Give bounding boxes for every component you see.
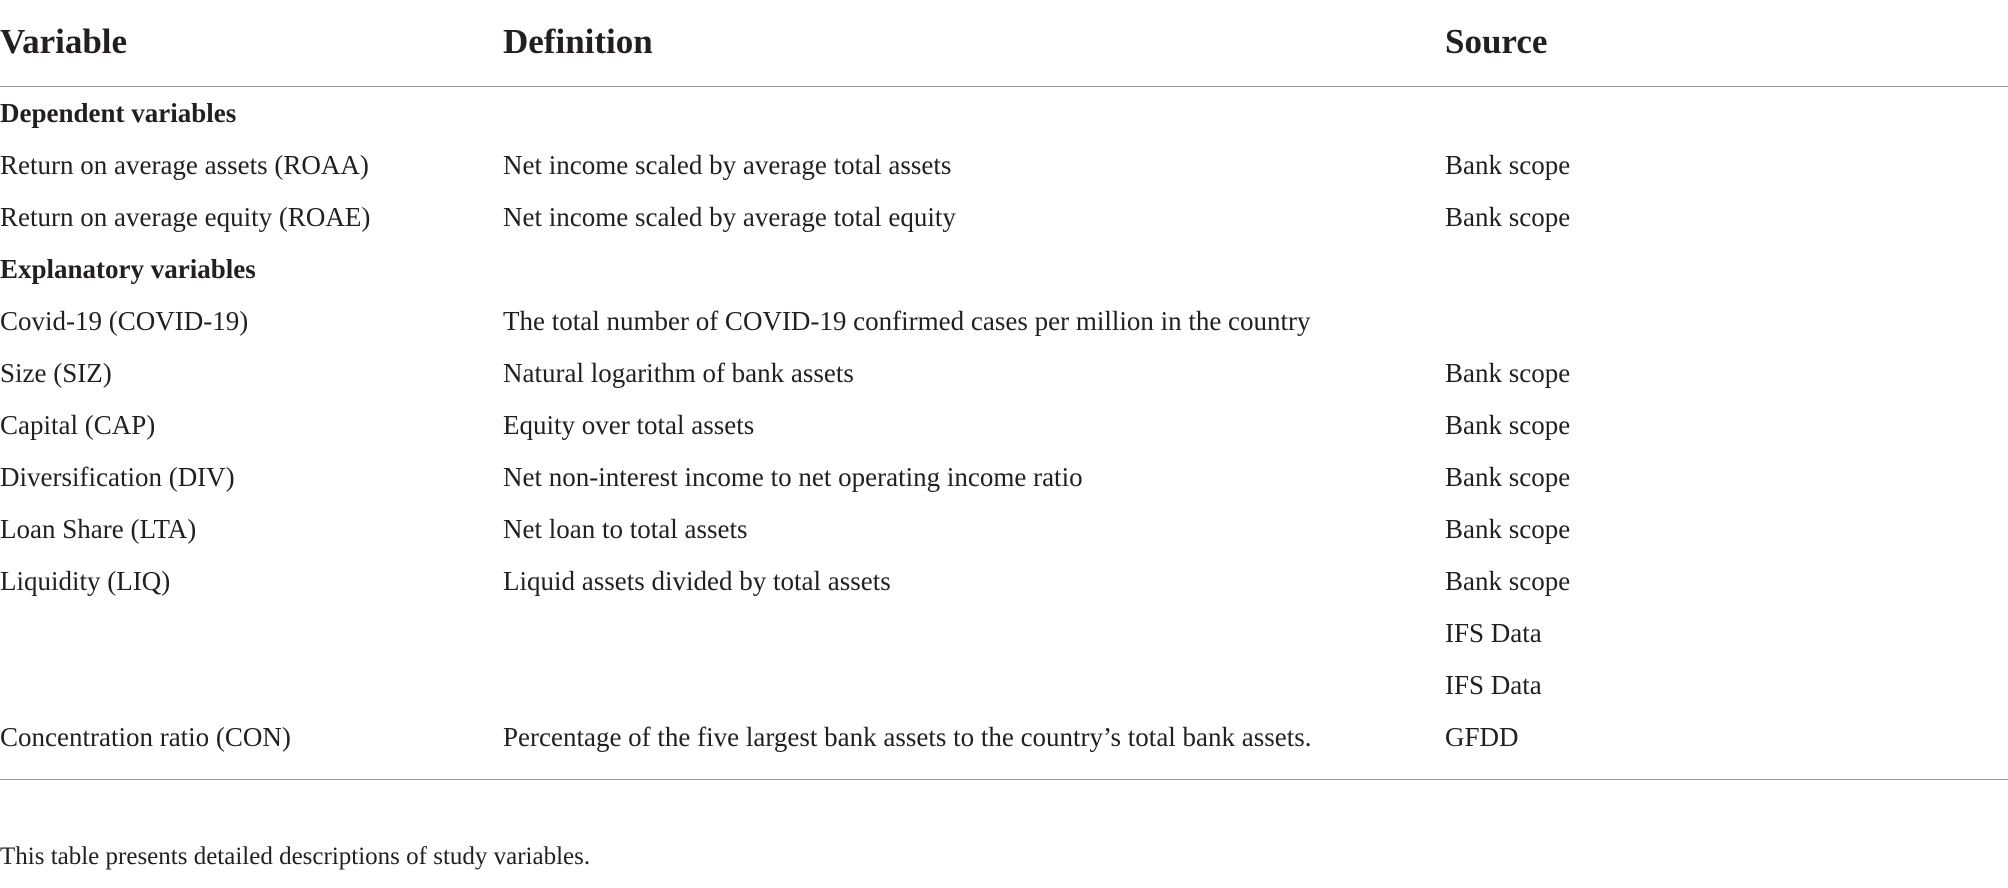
table-row <box>0 295 2008 347</box>
definition-cell: The total number of COVID-19 confirmed cases per million in the country <box>503 306 1311 336</box>
variable-cell: Concentration ratio (CON) <box>0 722 291 752</box>
variable-cell: Diversification (DIV) <box>0 462 235 492</box>
source-cell: Bank scope <box>1445 566 1571 596</box>
table-row <box>0 191 2008 243</box>
source-cell: Bank scope <box>1445 410 1571 440</box>
variable-cell: Loan Share (LTA) <box>0 514 197 544</box>
source-cell: Bank scope <box>1445 462 1571 492</box>
section-title: Dependent variables <box>0 98 237 128</box>
definition-cell: Percentage of the five largest bank assets to the country’s total bank assets. <box>503 722 1312 752</box>
table-row <box>0 763 2008 815</box>
table-row <box>0 711 2008 763</box>
table-body <box>0 87 2008 815</box>
definition-cell: Net income scaled by average total equity <box>503 202 956 232</box>
source-cell: IFS Data <box>1445 670 1542 700</box>
table-bottom-rule <box>0 779 2008 780</box>
source-cell: IFS Data <box>1445 618 1542 648</box>
source-cell: Bank scope <box>1445 514 1571 544</box>
definition-cell: Net non-interest income to net operating income ratio <box>503 462 1083 492</box>
table-row <box>0 555 2008 607</box>
table-row <box>0 607 2008 659</box>
header-definition: Definition <box>503 22 653 61</box>
table-row <box>0 139 2008 191</box>
variable-cell: Liquidity (LIQ) <box>0 566 171 596</box>
source-cell: GFDD <box>1445 722 1519 752</box>
header-source: Source <box>1445 22 1548 61</box>
definition-cell: Net loan to total assets <box>503 514 748 544</box>
variable-cell: Return on average equity (ROAE) <box>0 202 371 232</box>
source-cell: Bank scope <box>1445 150 1571 180</box>
source-cell: Bank scope <box>1445 202 1571 232</box>
table-row <box>0 399 2008 451</box>
section-row-explanatory <box>0 243 2008 295</box>
table-header-row <box>0 0 2008 87</box>
table-row <box>0 659 2008 711</box>
variable-cell: Return on average assets (ROAA) <box>0 150 369 180</box>
variable-cell: Capital (CAP) <box>0 410 156 440</box>
definition-cell: Net income scaled by average total assets <box>503 150 952 180</box>
table-row <box>0 503 2008 555</box>
definition-cell: Liquid assets divided by total assets <box>503 566 891 596</box>
section-row-dependent <box>0 87 2008 139</box>
table-footnote: This table presents detailed descriptions of study variables. <box>0 843 591 870</box>
definition-cell: Natural logarithm of bank assets <box>503 358 854 388</box>
definition-cell: Equity over total assets <box>503 410 755 440</box>
table-row <box>0 347 2008 399</box>
variable-cell: Covid-19 (COVID-19) <box>0 306 249 336</box>
table-row <box>0 451 2008 503</box>
variable-cell: Size (SIZ) <box>0 358 112 388</box>
section-title: Explanatory variables <box>0 254 256 284</box>
header-variable: Variable <box>0 22 128 61</box>
source-cell: Bank scope <box>1445 358 1571 388</box>
